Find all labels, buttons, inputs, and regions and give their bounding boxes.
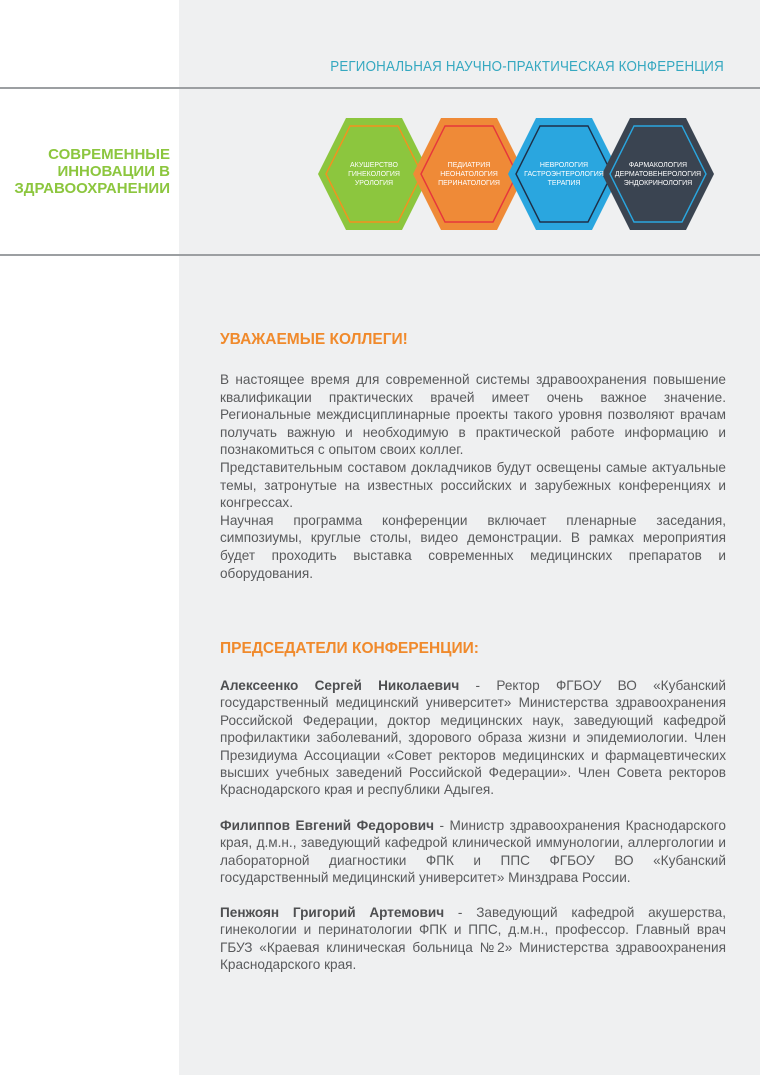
hexagon-label-pediatrics: ПЕДИАТРИЯ НЕОНАТОЛОГИЯ ПЕРИНАТОЛОГИЯ <box>438 161 500 187</box>
chair-entry <box>220 817 726 887</box>
chair-name: Пенжоян Григорий Артемович <box>220 905 445 920</box>
hexagon-label-obstetrics: АКУШЕРСТВО ГИНЕКОЛОГИЯ УРОЛОГИЯ <box>348 161 400 187</box>
chair-name: Алексеенко Сергей Николаевич <box>220 678 460 693</box>
chair-description: - Ректор ФГБОУ ВО «Кубанский государственный медицинский университет» Министерства здравоохранения Российской Федерации, доктор медицинских наук, заведующий кафедрой профилактики заболеваний, здорового образа жизни и эпидемиологии. Член Президиума Ассоциации «Совет ректоров медицинских и фармацевтических высших учебных заведений Российской Федерации». Член Совета ректоров Краснодарского края и республики Адыгея. <box>220 678 727 798</box>
greeting-paragraph: Представительным составом докладчиков будут освещены самые актуальные темы, затронутые на известных российских и зарубежных конференциях и конгрессах. <box>220 459 726 511</box>
top-divider <box>0 87 760 89</box>
bottom-divider <box>0 254 760 256</box>
chair-description: - Министр здравоохранения Краснодарского края, д.м.н., заведующий кафедрой клинической иммунологии, аллергологии и лабораторной диагностики ФПК и ППС ФГБОУ ВО «Кубанский государственный медицинский университет» Минздрава России. <box>220 818 726 886</box>
greeting-text <box>220 371 726 582</box>
specialties-hexagons <box>316 117 716 231</box>
chair-entry <box>220 904 726 974</box>
conference-name-title: СОВРЕМЕННЫЕ ИННОВАЦИИ В ЗДРАВООХРАНЕНИИ <box>14 146 170 197</box>
chair-description: - Заведующий кафедрой акушерства, гинекологии и перинатологии ФПК и ППС, д.м.н., профессор. Главный врач ГБУЗ «Краевая клиническая больница №2» Министерства здравоохранения Краснодарского края. <box>220 905 727 973</box>
greeting-paragraph: В настоящее время для современной системы здравоохранения повышение квалификации практических врачей имеет очень важное значение. Региональные междисциплинарные проекты такого уровня позволяют врачам получать важную и необходимую в практической работе информацию и познакомиться с опытом своих коллег. <box>220 372 726 458</box>
greeting-heading: УВАЖАЕМЫЕ КОЛЛЕГИ! <box>220 331 408 348</box>
conference-type-title: РЕГИОНАЛЬНАЯ НАУЧНО-ПРАКТИЧЕСКАЯ КОНФЕРЕНЦИЯ <box>330 59 724 75</box>
greeting-paragraph: Научная программа конференции включает пленарные заседания, симпозиумы, круглые столы, видео демонстрации. В рамках мероприятия будет проходить выставка современных медицинских препаратов и оборудования. <box>220 512 726 581</box>
hexagon-label-neurology: НЕВРОЛОГИЯ ГАСТРОЭНТЕРОЛОГИЯ ТЕРАПИЯ <box>524 161 604 187</box>
chair-entry <box>220 677 726 799</box>
hexagon-label-pharmacology: ФАРМАКОЛОГИЯ ДЕРМАТОВЕНЕРОЛОГИЯ ЭНДОКРИНОЛОГИЯ <box>614 161 702 187</box>
chair-name: Филиппов Евгений Федорович <box>220 818 434 833</box>
chairs-heading: ПРЕДСЕДАТЕЛИ КОНФЕРЕНЦИИ: <box>220 640 479 657</box>
